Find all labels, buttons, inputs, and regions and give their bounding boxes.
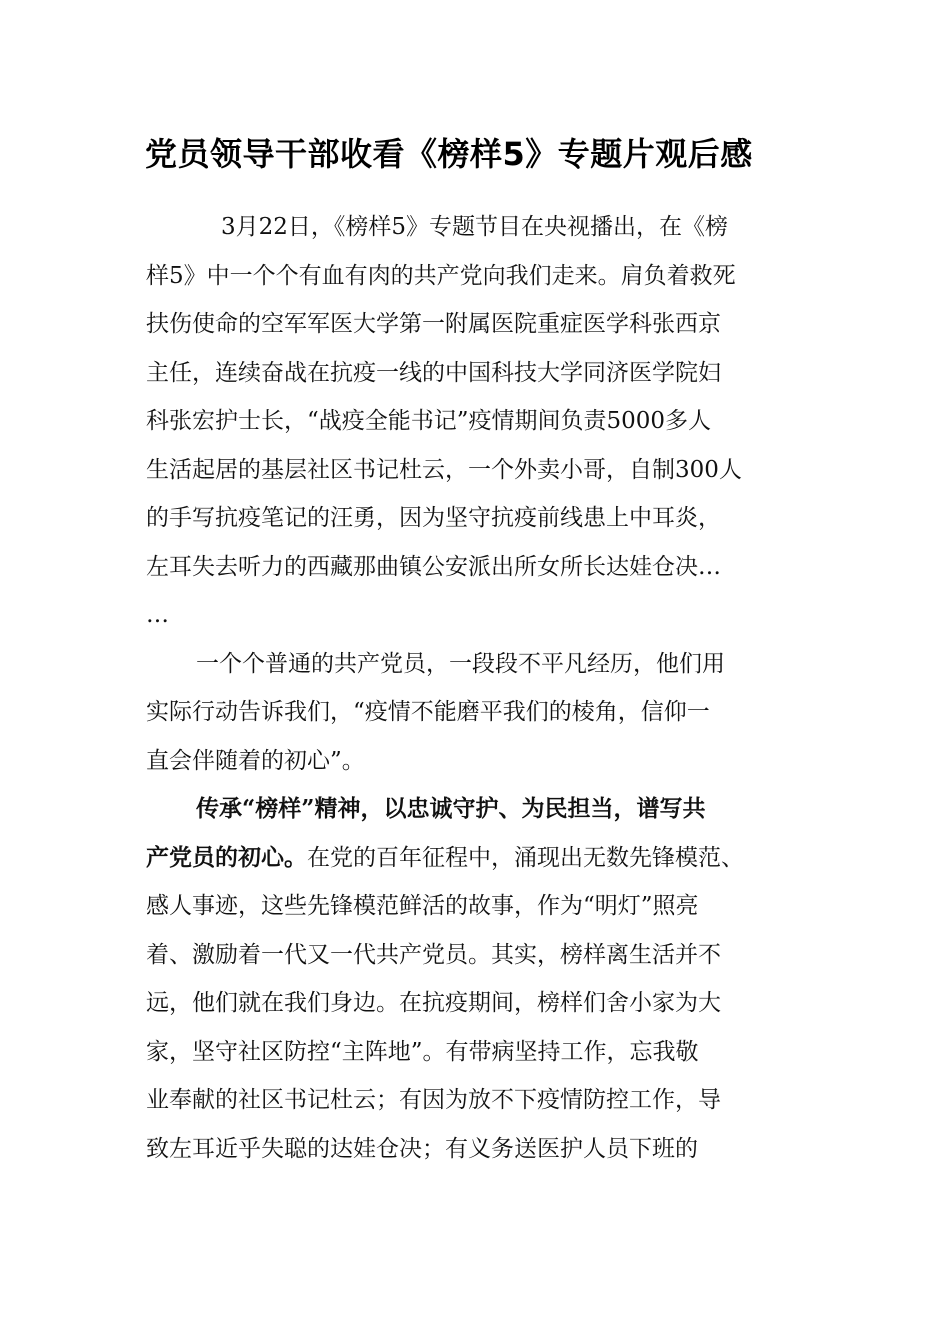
paragraph-2 <box>146 640 806 786</box>
paragraph-heading-tail: 产党员的初心。 <box>146 843 307 871</box>
paragraph-line: 主任，连续奋战在抗疫一线的中国科技大学同济医学院妇 <box>146 359 721 386</box>
paragraph-line: … <box>146 602 169 628</box>
paragraph-line: 实际行动告诉我们，“疫情不能磨平我们的棱角，信仰一 <box>146 699 710 725</box>
paragraph-line: 远，他们就在我们身边。在抗疫期间，榜样们舍小家为大 <box>146 990 721 1016</box>
paragraph-line: 业奉献的社区书记杜云；有因为放不下疫情防控工作，导 <box>146 1087 721 1113</box>
paragraph-line: 直会伴随着的初心”。 <box>146 747 365 774</box>
paragraph-line: 3月22日，《榜样5》专题节目在央视播出，在《榜 <box>221 214 729 240</box>
paragraph-line: 着、激励着一代又一代共产党员。其实，榜样离生活并不 <box>146 941 721 968</box>
paragraph-line: 致左耳近乎失聪的达娃仓决；有义务送医护人员下班的 <box>146 1135 698 1162</box>
document-body <box>146 203 806 1173</box>
paragraph-3 <box>146 785 806 1173</box>
paragraph-line: 感人事迹，这些先锋模范鲜活的故事，作为“明灯”照亮 <box>146 893 699 919</box>
paragraph-line: 的手写抗疫笔记的汪勇，因为坚守抗疫前线患上中耳炎， <box>146 505 721 531</box>
paragraph-line: 扶伤使命的空军军医大学第一附属医院重症医学科张西京 <box>146 311 721 337</box>
document-title: 党员领导干部收看《榜样5》专题片观后感 <box>145 135 753 173</box>
paragraph-line: 一个个普通的共产党员，一段段不平凡经历，他们用 <box>196 650 725 677</box>
paragraph-heading-line: 传承“榜样”精神，以忠诚守护、为民担当，谱写共 <box>196 795 706 822</box>
paragraph-line: 生活起居的基层社区书记杜云，一个外卖小哥，自制300人 <box>146 456 742 483</box>
paragraph-line: 样5》中一个个有血有肉的共产党向我们走来。肩负着救死 <box>146 262 736 289</box>
paragraph-1 <box>146 203 806 640</box>
paragraph-line: 左耳失去听力的西藏那曲镇公安派出所女所长达娃仓决… <box>146 553 721 580</box>
paragraph-line: 家，坚守社区防控“主阵地”。有带病坚持工作，忘我敬 <box>146 1038 699 1065</box>
paragraph-line: 科张宏护士长，“战疫全能书记”疫情期间负责5000多人 <box>146 408 712 434</box>
paragraph-line-rest: 在党的百年征程中，涌现出无数先锋模范、 <box>307 844 744 871</box>
paragraph-line <box>146 834 806 883</box>
